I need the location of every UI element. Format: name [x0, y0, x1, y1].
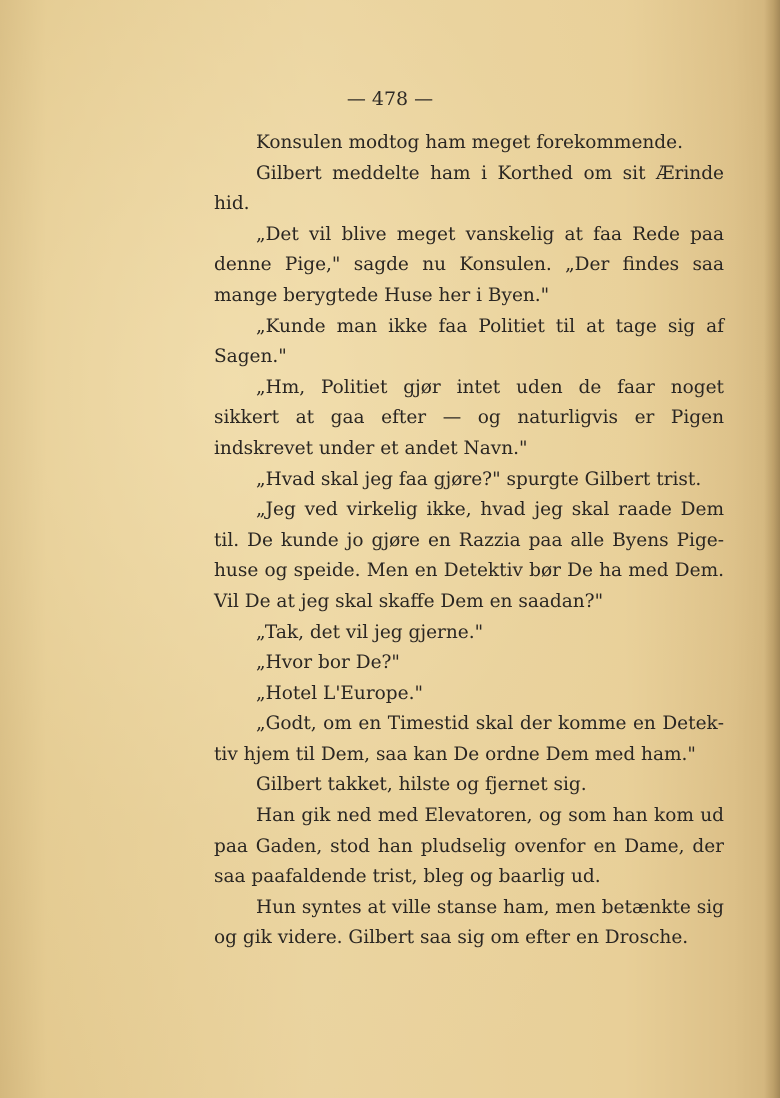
paragraph: Gilbert meddelte ham i Korthed om sit Ærinde hid.: [214, 162, 724, 215]
paragraph: „Hvad skal jeg faa gjøre?" spurgte Gilbert trist.: [256, 468, 702, 490]
paragraph: „Jeg ved virkelig ikke, hvad jeg skal raade Dem til. De kunde jo gjøre en Razzia paa alle Byens Pigehuse og speide. Men en Detektiv bør De ha med Dem. Vil De at jeg skal skaffe Dem en saadan?": [214, 499, 724, 612]
paragraph: „Hotel L'Europe.": [256, 682, 423, 704]
paragraph: „Tak, det vil jeg gjerne.": [256, 621, 484, 643]
paragraph: „Hvor bor De?": [256, 652, 400, 674]
paragraph: „Hm, Politiet gjør intet uden de faar noget sikkert at gaa efter — og naturligvis er Pigen indskrevet under et andet Navn.": [214, 376, 724, 459]
paragraph: Hun syntes at ville stanse ham, men betænkte sig og gik videre. Gilbert saa sig om efter en Drosche.: [214, 896, 724, 949]
page-number: — 478 —: [346, 88, 434, 110]
paragraph: „Godt, om en Timestid skal der komme en Detektiv hjem til Dem, saa kan De ordne Dem med ham.": [214, 713, 724, 765]
paragraph: Gilbert takket, hilste og fjernet sig.: [256, 774, 587, 796]
paragraph: Konsulen modtog ham meget forekommende.: [256, 132, 683, 153]
body-text: [214, 128, 724, 954]
paragraph: Han gik ned med Elevatoren, og som han kom ud paa Gaden, stod han pludselig ovenfor en Dame, der saa paafaldende trist, bleg og baarlig ud.: [214, 805, 724, 888]
paragraph: „Det vil blive meget vanskelig at faa Rede paa denne Pige," sagde nu Konsulen. „Der findes saa mange berygtede Huse her i Byen.": [214, 223, 724, 306]
paragraph: „Kunde man ikke faa Politiet til at tage sig af Sagen.": [214, 315, 724, 368]
